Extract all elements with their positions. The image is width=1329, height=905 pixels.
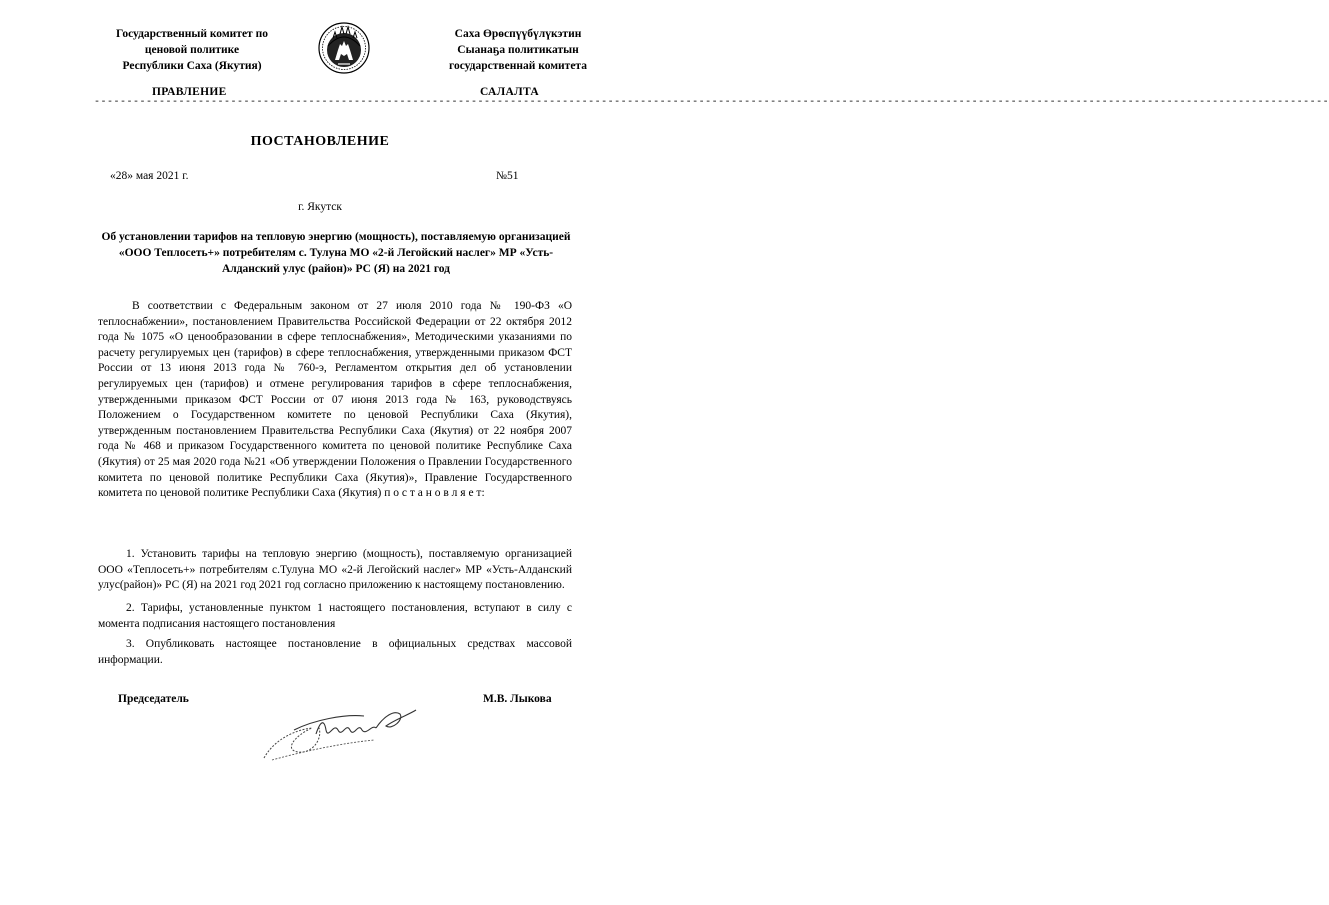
document-subject: Об установлении тарифов на тепловую энергию (мощность), поставляемую организацией «ООО Теплосеть+» потребителям с. Тулуна МО «2-й Легойский наслег» МР «Усть-Алданский улус (район)» РС (Я) на 2021 год	[101, 231, 571, 275]
header-dashed-divider: ----------------------------------------------------------------------------------------------------------------------------------------------------------------------------------------------	[94, 97, 1329, 108]
signatory-name: М.В. Лыкова	[483, 693, 552, 705]
document-number: №51	[496, 170, 519, 182]
resolves-text: п о с т а н о в л я е т:	[384, 487, 485, 500]
header-left-line-1: Государственный комитет по	[116, 28, 268, 40]
header-left-block	[92, 26, 292, 74]
handwritten-signature	[254, 700, 424, 764]
header-right-block	[418, 26, 618, 74]
resolution-item-2: 2. Тарифы, установленные пунктом 1 настоящего постановления, вступают в силу с момента подписания настоящего постановления	[98, 602, 572, 630]
left-section-label: ПРАВЛЕНИЕ	[152, 86, 227, 98]
document-title: ПОСТАНОВЛЕНИЕ	[250, 134, 390, 149]
resolution-item-3: 3. Опубликовать настоящее постановление в официальных средствах массовой информации.	[98, 638, 572, 666]
header-left-line-2: ценовой политике	[144, 44, 240, 56]
preamble-text: В соответствии с Федеральным законом от 27 июля 2010 года № 190-ФЗ «О теплоснабжении», постановлением Правительства Российской Федерации от 22 октября 2012 года № 1075 «О ценообразовании в сфере теплоснабжения», Методическими указаниями по расчету регулируемых цен (тарифов) в сфере теплоснабжения, утвержденными приказом ФСТ России от 13 июня 2013 года № 760-э, Регламентом открытия дел об установлении регулируемых цен (тарифов) и отмене регулирования тарифов в сфере теплоснабжения, утвержденными приказом ФСТ России от 07 июня 2013 года № 163, руководствуясь Положением о Государственном комитете по ценовой Республики Саха (Якутия), утвержденным постановлением Правительства Республики Саха (Якутия) от 22 ноября 2007 года № 468 и приказом Государственного комитета по ценовой политике Республике Саха (Якутия) от 25 мая 2020 года №21 «Об утверждении Положения о Правлении Государственного комитета по ценовой политике Республики Саха (Якутия)», Правление Государственного комитета по ценовой политике Республики Саха (Якутия)	[98, 300, 572, 500]
header-left-line-3: Республики Саха (Якутия)	[122, 60, 262, 72]
preamble-paragraph	[98, 299, 572, 502]
header-right-line-2: Сыанаҕа политикатын	[457, 44, 579, 56]
header-right-line-1: Саха Өрөспүүбүлүкэтин	[454, 28, 582, 40]
document-city: г. Якутск	[298, 201, 342, 213]
coat-of-arms-icon	[318, 20, 370, 76]
header-right-line-3: государственнай комитета	[449, 60, 587, 72]
right-section-label: САЛАЛТА	[480, 86, 539, 98]
signatory-role: Председатель	[118, 693, 189, 705]
document-date: «28» мая 2021 г.	[110, 170, 189, 182]
resolution-item-1: 1. Установить тарифы на тепловую энергию (мощность), поставляемую организацией ООО «Теплосеть+» потребителям с.Тулуна МО «2-й Легойский наслег» МР «Усть-Алданский улус(район)» РС (Я) на 2021 год 2021 год согласно приложению к настоящему постановлению.	[98, 548, 572, 592]
